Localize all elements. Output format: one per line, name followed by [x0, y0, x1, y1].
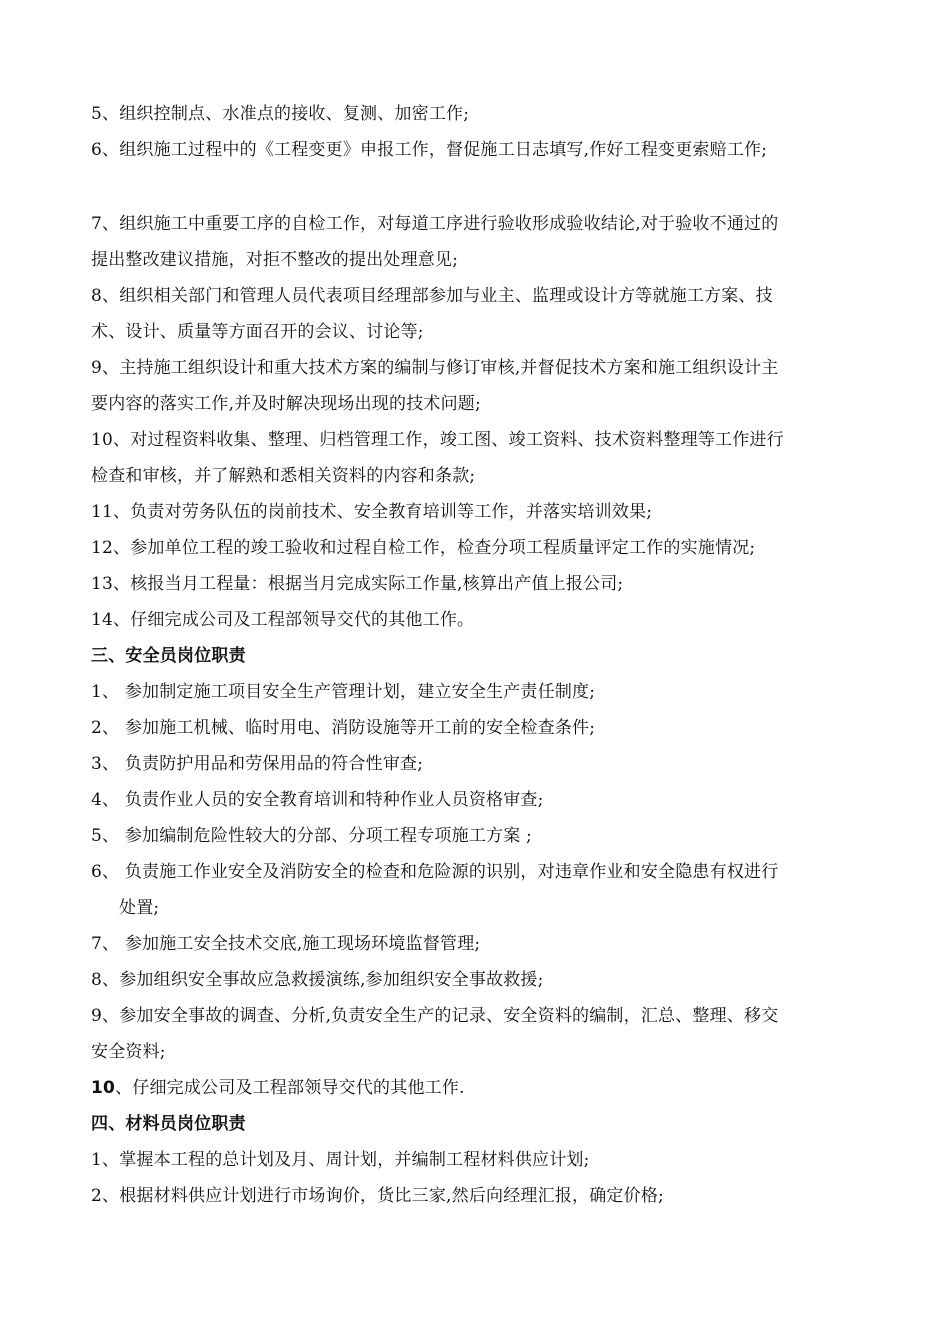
list-item: 6、 负责施工作业安全及消防安全的检查和危险源的识别，对违章作业和安全隐患有权进行 — [91, 862, 779, 882]
document-page — [91, 96, 861, 1214]
list-item: 10、对过程资料收集、整理、归档管理工作，竣工图、竣工资料、技术资料整理等工作进行 — [91, 430, 784, 450]
item-text: 、仔细完成公司及工程部领导交代的其他工作. — [115, 1078, 465, 1098]
list-item: 8、参加组织安全事故应急救援演练,参加组织安全事故救援; — [91, 970, 544, 990]
list-item: 13、核报当月工程量：根据当月完成实际工作量,核算出产值上报公司; — [91, 574, 624, 594]
list-item: 1、掌握本工程的总计划及月、周计划，并编制工程材料供应计划; — [91, 1150, 590, 1170]
list-item: 9、参加安全事故的调查、分析,负责安全生产的记录、安全资料的编制，汇总、整理、移交 — [91, 1006, 779, 1026]
list-item: 7、 参加施工安全技术交底,施工现场环境监督管理; — [91, 934, 481, 954]
list-item: 5、组织控制点、水准点的接收、复测、加密工作; — [91, 104, 470, 124]
list-item-continuation: 要内容的落实工作,并及时解决现场出现的技术问题; — [91, 394, 481, 414]
list-item: 4、 负责作业人员的安全教育培训和特种作业人员资格审查; — [91, 790, 544, 810]
list-item-continuation: 术、设计、质量等方面召开的会议、讨论等; — [91, 322, 424, 342]
blank-line — [91, 168, 861, 204]
list-item: 8、组织相关部门和管理人员代表项目经理部参加与业主、监理或设计方等就施工方案、技 — [91, 286, 773, 306]
list-item: 1、 参加制定施工项目安全生产管理计划，建立安全生产责任制度; — [91, 682, 596, 702]
list-item: 9、主持施工组织设计和重大技术方案的编制与修订审核,并督促技术方案和施工组织设计主 — [91, 358, 779, 378]
list-item: 7、组织施工中重要工序的自检工作，对每道工序进行验收形成验收结论,对于验收不通过的 — [91, 214, 779, 234]
list-item: 11、负责对劳务队伍的岗前技术、安全教育培训等工作，并落实培训效果; — [91, 502, 653, 522]
list-item — [91, 1070, 861, 1106]
list-item: 3、 负责防护用品和劳保用品的符合性审查; — [91, 754, 424, 774]
section-heading: 三、安全员岗位职责 — [91, 646, 246, 666]
list-item: 14、仔细完成公司及工程部领导交代的其他工作。 — [91, 610, 475, 630]
list-item: 6、组织施工过程中的《工程变更》申报工作，督促施工日志填写,作好工程变更索赔工作; — [91, 140, 768, 160]
list-item-continuation: 检查和审核，并了解熟和悉相关资料的内容和条款; — [91, 466, 476, 486]
list-item: 5、 参加编制危险性较大的分部、分项工程专项施工方案 ; — [91, 826, 532, 846]
section-heading: 四、材料员岗位职责 — [91, 1114, 246, 1134]
list-item: 2、根据材料供应计划进行市场询价，货比三家,然后向经理汇报，确定价格; — [91, 1186, 664, 1206]
list-item-continuation: 安全资料; — [91, 1042, 166, 1062]
list-item-continuation: 提出整改建议措施，对拒不整改的提出处理意见; — [91, 250, 459, 270]
list-item-continuation: 处置; — [119, 898, 160, 918]
item-number: 10 — [91, 1078, 116, 1098]
list-item: 12、参加单位工程的竣工验收和过程自检工作，检查分项工程质量评定工作的实施情况; — [91, 538, 756, 558]
list-item: 2、 参加施工机械、临时用电、消防设施等开工前的安全检查条件; — [91, 718, 596, 738]
